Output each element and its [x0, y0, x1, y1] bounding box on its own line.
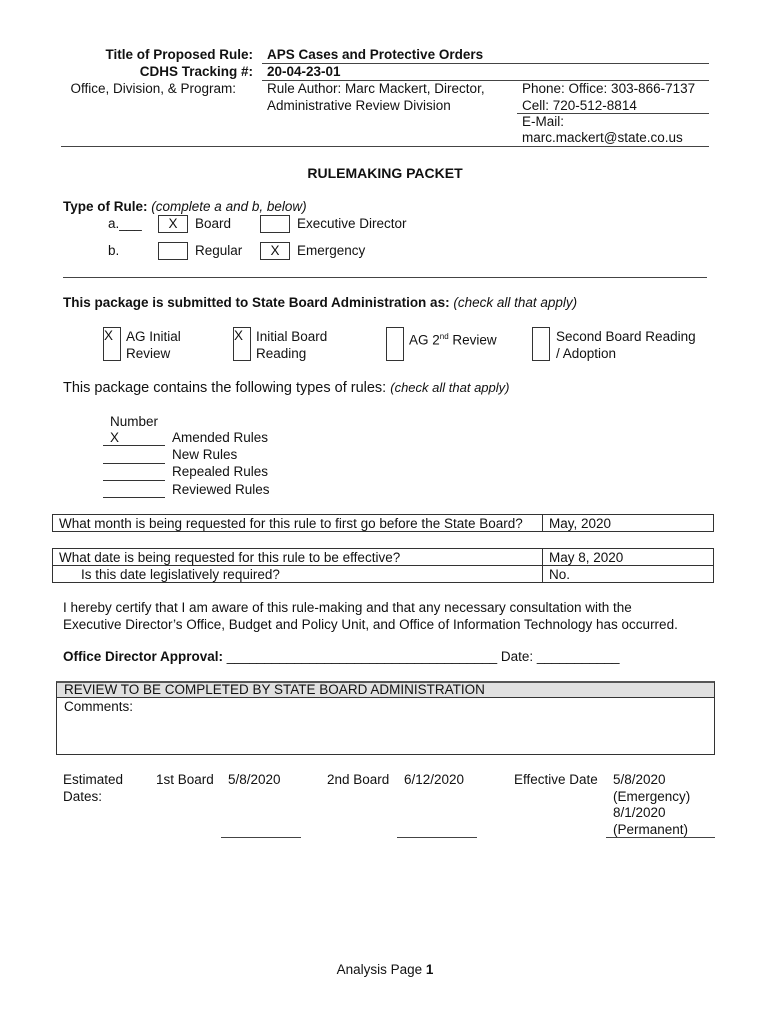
ag-second-review-checkbox[interactable] [386, 327, 404, 361]
effective-date-permanent-date: 8/1/2020 [613, 805, 666, 820]
repealed-rules-number[interactable] [103, 465, 165, 481]
section-divider [63, 277, 707, 278]
rule-types-hint: (check all that apply) [390, 380, 510, 395]
effective-date-question-row [52, 548, 714, 566]
legislative-answer[interactable]: No. [549, 567, 571, 582]
title-value: APS Cases and Protective Orders [267, 47, 484, 62]
second-board-reading-line2: / Adoption [556, 346, 617, 361]
effective-date-emergency-tag: (Emergency) [613, 788, 691, 804]
legislative-question-row [52, 565, 714, 583]
ag-initial-review-line1: AG Initial [126, 329, 181, 344]
submission-heading [63, 295, 577, 310]
approval-date-line[interactable]: ___________ [536, 649, 620, 664]
type-of-rule-heading [63, 199, 307, 214]
regular-label: Regular [195, 243, 243, 258]
ag-initial-review-label [126, 328, 181, 362]
approval-date-label: Date: [500, 649, 534, 664]
submission-label: This package is submitted to State Board Administration as: [63, 295, 450, 310]
effective-date-permanent-tag: (Permanent) [613, 821, 689, 837]
comments-box[interactable] [56, 698, 715, 755]
effective-date-question: What date is being requested for this rule to be effective? [53, 549, 543, 565]
author-line-2: Administrative Review Division [267, 98, 451, 113]
certification-line-1: I hereby certify that I am aware of this rule-making and that any necessary consultation with the [63, 600, 632, 615]
board-label: Board [195, 216, 232, 231]
second-board-date: 6/12/2020 [404, 772, 465, 787]
board-checkbox[interactable]: X [158, 215, 188, 233]
page-label: Analysis Page [336, 962, 423, 977]
rule-types-heading [63, 380, 509, 396]
submission-hint: (check all that apply) [453, 295, 578, 310]
row-a-label: a.___ [108, 216, 142, 231]
emergency-label: Emergency [297, 243, 366, 258]
first-board-label: 1st Board [156, 772, 214, 787]
new-rules-label: New Rules [172, 447, 238, 462]
ag-second-review-rest: Review [448, 332, 497, 348]
approval-label: Office Director Approval: [63, 649, 224, 664]
first-board-line [221, 837, 301, 838]
reviewed-rules-number[interactable] [103, 482, 165, 498]
initial-board-reading-label [256, 328, 327, 362]
amended-rules-label: Amended Rules [172, 430, 269, 445]
page-number: 1 [425, 962, 434, 977]
author-line-1: Rule Author: Marc Mackert, Director, [267, 81, 485, 96]
repealed-rules-label: Repealed Rules [172, 464, 269, 479]
second-board-reading-label [556, 328, 696, 362]
effective-date-values [613, 772, 690, 838]
initial-board-reading-line1: Initial Board [256, 329, 328, 344]
review-header: REVIEW TO BE COMPLETED BY STATE BOARD ADMINISTRATION [56, 681, 715, 698]
ag-second-review-sup: nd [439, 332, 449, 341]
email-value: marc.mackert@state.co.us [522, 130, 683, 145]
executive-director-checkbox[interactable] [260, 215, 290, 233]
phone-cell: Cell: 720-512-8814 [522, 98, 637, 113]
comments-label: Comments: [64, 699, 134, 714]
approval-signature-line[interactable]: ____________________________________ [226, 649, 498, 664]
effective-date-emergency-date: 5/8/2020 [613, 772, 666, 787]
first-board-date: 5/8/2020 [228, 772, 281, 787]
estimated-label-line2: Dates: [63, 789, 103, 804]
title-label: Title of Proposed Rule: [105, 47, 253, 62]
ag-initial-review-checkbox[interactable]: X [103, 327, 121, 361]
month-answer[interactable]: May, 2020 [549, 516, 612, 531]
reviewed-rules-label: Reviewed Rules [172, 482, 270, 497]
packet-title: RULEMAKING PACKET [307, 165, 463, 181]
ag-second-review-text: AG 2 [409, 332, 440, 348]
ag-initial-review-line2: Review [126, 346, 171, 361]
tracking-label: CDHS Tracking #: [139, 64, 253, 79]
second-board-label: 2nd Board [327, 772, 390, 787]
row-b-label: b. [108, 243, 120, 258]
executive-director-label: Executive Director [297, 216, 407, 231]
amended-rules-number[interactable]: X [103, 430, 165, 446]
number-header: Number [110, 414, 159, 429]
ag-second-review-label [409, 328, 497, 349]
initial-board-reading-line2: Reading [256, 346, 307, 361]
rule-types-label: This package contains the following types of rules: [63, 380, 387, 396]
email-label: E-Mail: [522, 114, 565, 129]
certification-line-2: Executive Director’s Office, Budget and Policy Unit, and Office of Information Technology has occurred. [63, 617, 678, 632]
type-of-rule-hint: (complete a and b, below) [151, 199, 307, 214]
effective-date-answer[interactable]: May 8, 2020 [549, 550, 624, 565]
type-of-rule-label: Type of Rule: [63, 199, 148, 214]
month-question-row [52, 514, 714, 532]
tracking-value: 20-04-23-01 [267, 64, 341, 79]
office-label: Office, Division, & Program: [70, 81, 236, 96]
initial-board-reading-checkbox[interactable]: X [233, 327, 251, 361]
emergency-checkbox[interactable]: X [260, 242, 290, 260]
effective-date-line [606, 837, 715, 838]
second-board-reading-line1: Second Board Reading [556, 329, 696, 344]
new-rules-number[interactable] [103, 448, 165, 464]
legislative-question: Is this date legislatively required? [53, 566, 543, 582]
second-board-line [397, 837, 477, 838]
effective-date-label: Effective Date [514, 772, 598, 787]
month-question: What month is being requested for this rule to first go before the State Board? [53, 515, 543, 531]
page-footer [0, 962, 770, 977]
phone-office: Phone: Office: 303-866-7137 [522, 81, 696, 96]
regular-checkbox[interactable] [158, 242, 188, 260]
header-bottom-rule [61, 146, 709, 147]
estimated-label-line1: Estimated [63, 772, 124, 787]
second-board-reading-checkbox[interactable] [532, 327, 550, 361]
approval-row [63, 649, 620, 664]
